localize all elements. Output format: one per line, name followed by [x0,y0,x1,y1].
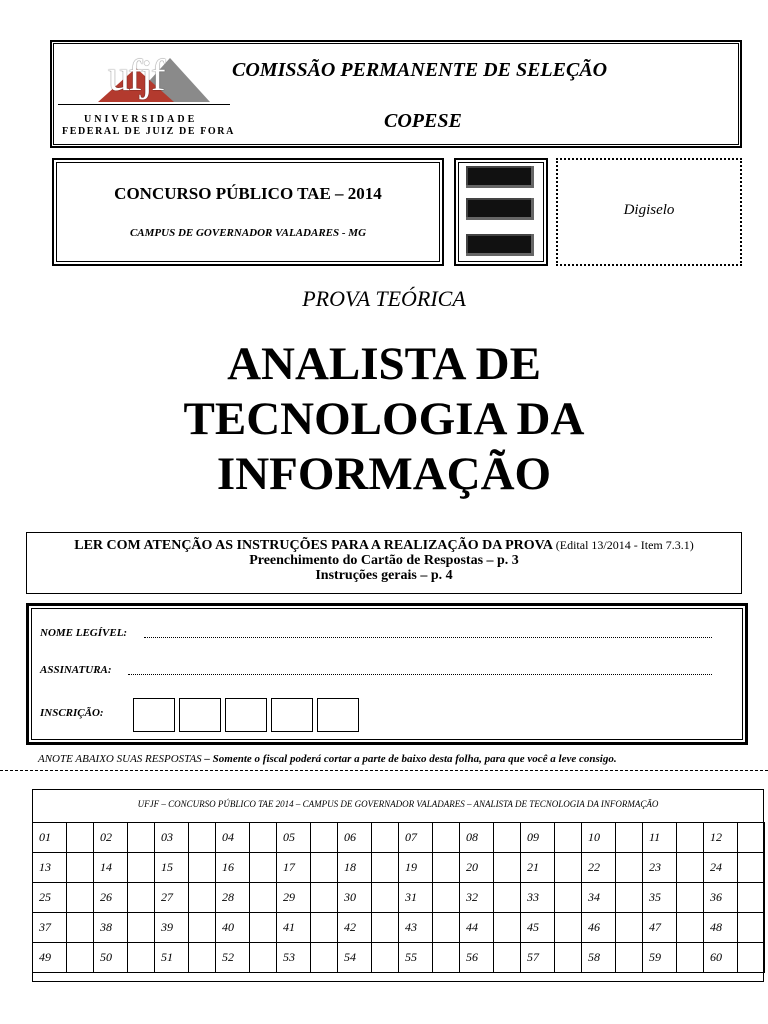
answer-cell[interactable] [555,883,582,913]
question-number: 06 [338,823,372,853]
answer-cell[interactable] [128,853,155,883]
position-title-line: ANALISTA DE [227,338,541,390]
answer-cell[interactable] [189,853,216,883]
answer-cell[interactable] [677,883,704,913]
answer-cell[interactable] [67,943,94,973]
answer-cell[interactable] [189,913,216,943]
answer-cell[interactable] [128,943,155,973]
inscription-digit-box[interactable] [317,698,359,732]
digiselo-label: Digiselo [623,202,675,218]
question-number: 31 [399,883,433,913]
logo-line-universidade: UNIVERSIDADE [84,114,198,125]
answer-cell[interactable] [433,823,460,853]
answer-cell[interactable] [555,943,582,973]
signature-label: ASSINATURA: [40,664,112,676]
question-number: 27 [155,883,189,913]
answer-grid [32,822,765,973]
question-number: 32 [460,883,494,913]
answer-cell[interactable] [555,853,582,883]
question-number: 55 [399,943,433,973]
question-number: 11 [643,823,677,853]
answer-cell[interactable] [677,853,704,883]
question-number: 41 [277,913,311,943]
question-number: 21 [521,853,555,883]
question-number: 07 [399,823,433,853]
question-number: 50 [94,943,128,973]
question-number: 05 [277,823,311,853]
question-number: 51 [155,943,189,973]
position-title-line: TECNOLOGIA DA [183,393,585,445]
cut-line [0,770,768,771]
answer-cell[interactable] [616,943,643,973]
answer-row [33,823,765,853]
question-number: 26 [94,883,128,913]
answer-cell[interactable] [67,823,94,853]
answer-cell[interactable] [494,853,521,883]
answer-cell[interactable] [128,823,155,853]
signature-field[interactable] [128,663,712,675]
instructions-line: Preenchimento do Cartão de Respostas – p. 3 [249,553,519,568]
question-number: 37 [33,913,67,943]
question-number: 23 [643,853,677,883]
instructions-main [27,538,741,553]
answer-cell[interactable] [189,823,216,853]
question-number: 13 [33,853,67,883]
answer-cell[interactable] [189,943,216,973]
answer-sheet-header: UFJF – CONCURSO PÚBLICO TAE 2014 – CAMPUS DE GOVERNADOR VALADARES – ANALISTA DE TECNOLOGIA DA INFORMAÇÃO [137,799,659,809]
logo-divider [58,104,230,105]
answer-cell[interactable] [67,883,94,913]
question-number: 47 [643,913,677,943]
question-number: 10 [582,823,616,853]
question-number: 17 [277,853,311,883]
question-number: 03 [155,823,189,853]
question-number: 52 [216,943,250,973]
question-number: 09 [521,823,555,853]
question-number: 02 [94,823,128,853]
answer-cell[interactable] [616,853,643,883]
answer-cell[interactable] [677,913,704,943]
instructions-ref: (Edital 13/2014 - Item 7.3.1) [555,538,694,552]
question-number: 49 [33,943,67,973]
answer-cell[interactable] [311,823,338,853]
answer-row [33,883,765,913]
answer-cell[interactable] [128,883,155,913]
answer-cell[interactable] [250,883,277,913]
answer-cell[interactable] [67,913,94,943]
question-number: 24 [704,853,738,883]
answer-cell[interactable] [494,943,521,973]
question-number: 04 [216,823,250,853]
answer-row [33,853,765,883]
question-number: 39 [155,913,189,943]
answer-cell[interactable] [128,913,155,943]
answer-cell[interactable] [189,883,216,913]
answer-cell[interactable] [677,823,704,853]
inscription-digit-box[interactable] [133,698,175,732]
answer-cell[interactable] [494,823,521,853]
barcode-bar [466,166,534,188]
question-number: 38 [94,913,128,943]
answer-cell[interactable] [250,943,277,973]
question-number: 56 [460,943,494,973]
exam-campus: CAMPUS DE GOVERNADOR VALADARES - MG [129,227,367,239]
question-number: 14 [94,853,128,883]
answer-cell[interactable] [372,913,399,943]
instructions-main-text: LER COM ATENÇÃO AS INSTRUÇÕES PARA A REALIZAÇÃO DA PROVA [74,538,553,553]
answer-cell[interactable] [433,853,460,883]
question-number: 08 [460,823,494,853]
answer-cell[interactable] [250,823,277,853]
question-number: 15 [155,853,189,883]
answer-cell[interactable] [616,913,643,943]
question-number: 29 [277,883,311,913]
answer-cell[interactable] [616,823,643,853]
answer-cell[interactable] [311,853,338,883]
inscription-digit-box[interactable] [271,698,313,732]
question-number: 35 [643,883,677,913]
logo-wordmark: ufjf [108,51,164,100]
instructions-box [26,532,742,594]
answer-cell[interactable] [555,823,582,853]
commission-title: COMISSÃO PERMANENTE DE SELEÇÃO [232,59,608,81]
question-number: 46 [582,913,616,943]
answer-cell[interactable] [250,853,277,883]
answer-cell[interactable] [494,883,521,913]
commission-acronym: COPESE [384,110,462,132]
answer-cell[interactable] [433,943,460,973]
question-number: 25 [33,883,67,913]
question-number: 45 [521,913,555,943]
answer-cell[interactable] [67,853,94,883]
question-number: 40 [216,913,250,943]
answer-note [38,753,617,765]
answer-cell[interactable] [555,913,582,943]
barcode-bar [466,234,534,256]
question-number: 18 [338,853,372,883]
question-number: 58 [582,943,616,973]
question-number: 30 [338,883,372,913]
question-number: 43 [399,913,433,943]
inscription-label: INSCRIÇÃO: [40,707,104,719]
answer-cell[interactable] [311,943,338,973]
exam-box-inner [56,162,440,262]
answer-cell[interactable] [494,913,521,943]
position-title-line: INFORMAÇÃO [216,448,552,500]
exam-title: CONCURSO PÚBLICO TAE – 2014 [114,184,382,203]
answer-cell[interactable] [372,943,399,973]
question-number: 57 [521,943,555,973]
position-title [0,337,768,502]
answer-cell[interactable] [372,883,399,913]
answer-cell[interactable] [738,853,765,883]
question-number: 22 [582,853,616,883]
answer-cell[interactable] [433,883,460,913]
answer-row [33,943,765,973]
inscription-digit-box[interactable] [225,698,267,732]
answer-cell[interactable] [677,943,704,973]
question-number: 59 [643,943,677,973]
question-number: 01 [33,823,67,853]
question-number: 34 [582,883,616,913]
instructions-line: Instruções gerais – p. 4 [315,568,453,583]
answer-cell[interactable] [738,823,765,853]
question-number: 28 [216,883,250,913]
name-field[interactable] [144,626,712,638]
inscription-digit-box[interactable] [179,698,221,732]
answer-row [33,913,765,943]
question-number: 33 [521,883,555,913]
question-number: 48 [704,913,738,943]
answer-cell[interactable] [433,913,460,943]
test-type: PROVA TEÓRICA [302,286,466,311]
answer-cell[interactable] [738,913,765,943]
question-number: 16 [216,853,250,883]
answer-cell[interactable] [311,883,338,913]
question-number: 53 [277,943,311,973]
question-number: 42 [338,913,372,943]
question-number: 54 [338,943,372,973]
answer-cell[interactable] [738,883,765,913]
answer-cell[interactable] [738,943,765,973]
answer-note-prefix: ANOTE ABAIXO SUAS RESPOSTAS [38,753,202,765]
question-number: 60 [704,943,738,973]
answer-cell[interactable] [311,913,338,943]
question-number: 12 [704,823,738,853]
answer-note-text: – Somente o fiscal poderá cortar a parte de baixo desta folha, para que você a leve consigo. [204,753,617,765]
question-number: 44 [460,913,494,943]
question-number: 19 [399,853,433,883]
answer-cell[interactable] [372,823,399,853]
logo-line-federal: FEDERAL DE JUIZ DE FORA [62,126,235,137]
answer-cell[interactable] [250,913,277,943]
barcode-bar [466,198,534,220]
question-number: 36 [704,883,738,913]
name-label: NOME LEGÍVEL: [40,627,128,639]
answer-cell[interactable] [616,883,643,913]
answer-cell[interactable] [372,853,399,883]
question-number: 20 [460,853,494,883]
